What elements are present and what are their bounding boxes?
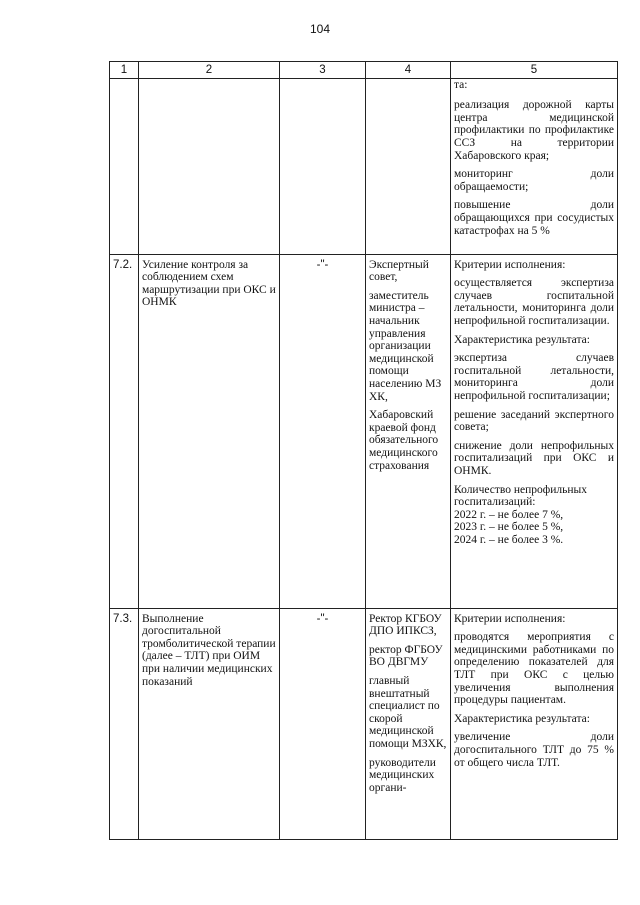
column-header: 5 [451,62,618,79]
result-line: Количество непрофильных госпитализаций: 2022 г. – не более 7 %, 2023 г. – не более 5 %, 2024 г. – не более 3 %. [454,483,588,546]
result-line: увеличение доли догоспитального ТЛТ до 75 % от общего числа ТЛТ. [454,731,614,769]
table-row [110,78,618,254]
responsible-cell [366,608,451,839]
result-line: та: [454,78,468,91]
term-cell: -"- [280,254,366,608]
responsible-line: руководители медицинских органи- [369,756,436,794]
responsible-line: заместитель министра – начальник управления организации медицинской помощи населению МЗ ХК, [369,289,442,403]
result-cell [451,254,618,608]
responsible-line: Хабаровский краевой фонд обязательного медицинского страхования [369,409,439,472]
result-line: проводятся мероприятия с медицинскими работниками по определению показателей для ТЛТ при ОКС с целью увеличения выполнения процедуры пациентам. [454,631,614,707]
row-number: 7.3. [110,608,139,839]
measure-cell [139,78,280,254]
measure-cell: Усиление контроля за соблюдением схем маршрутизации при ОКС и ОНМК [139,254,280,608]
measure-cell: Выполнение догоспитальной тромболитической терапии (далее – ТЛТ) при ОИМ при наличии медицинских показаний [139,608,280,839]
result-line: Критерии исполнения: [454,258,566,271]
column-header: 4 [366,62,451,79]
table-row [110,254,618,608]
row-number: 7.2. [110,254,139,608]
responsible-cell [366,254,451,608]
result-line: осуществляется экспертиза случаев госпитальной летальности, мониторинга доли непрофильной госпитализации. [454,277,614,327]
result-line: решение заседаний экспертного совета; [454,408,614,434]
responsible-line: ректор ФГБОУ ВО ДВГМУ [369,643,443,669]
table-row [110,608,618,839]
result-cell [451,608,618,839]
result-line: повышение доли обращающихся при сосудистых катастрофах на 5 % [454,199,614,237]
term-cell [280,78,366,254]
result-line: мониторинг доли обращаемости; [454,168,614,193]
result-line: Характеристика результата: [454,333,590,346]
result-line: Характеристика результата: [454,712,590,725]
result-line: снижение доли непрофильных госпитализаций при ОКС и ОНМК. [454,439,614,477]
table-header-row [110,62,618,79]
responsible-line: Экспертный совет, [369,258,429,284]
column-header: 3 [280,62,366,79]
responsible-line: Ректор КГБОУ ДПО ИПКСЗ, [369,612,442,638]
column-header: 2 [139,62,280,79]
page-number: 104 [309,22,331,36]
term-cell: -"- [280,608,366,839]
responsible-cell [366,78,451,254]
result-cell [451,78,618,254]
measures-table [109,61,618,840]
result-line: экспертиза случаев госпитальной летальности, мониторинга доли непрофильной госпитализации; [454,352,614,402]
column-header: 1 [110,62,139,79]
responsible-line: главный внештатный специалист по скорой медицинской помощи МЗХК, [369,674,447,750]
result-line: Критерии исполнения: [454,612,566,625]
row-number [110,78,139,254]
result-line: реализация дорожной карты центра медицинской профилактики по профилактике ССЗ на территории Хабаровского края; [454,99,614,162]
